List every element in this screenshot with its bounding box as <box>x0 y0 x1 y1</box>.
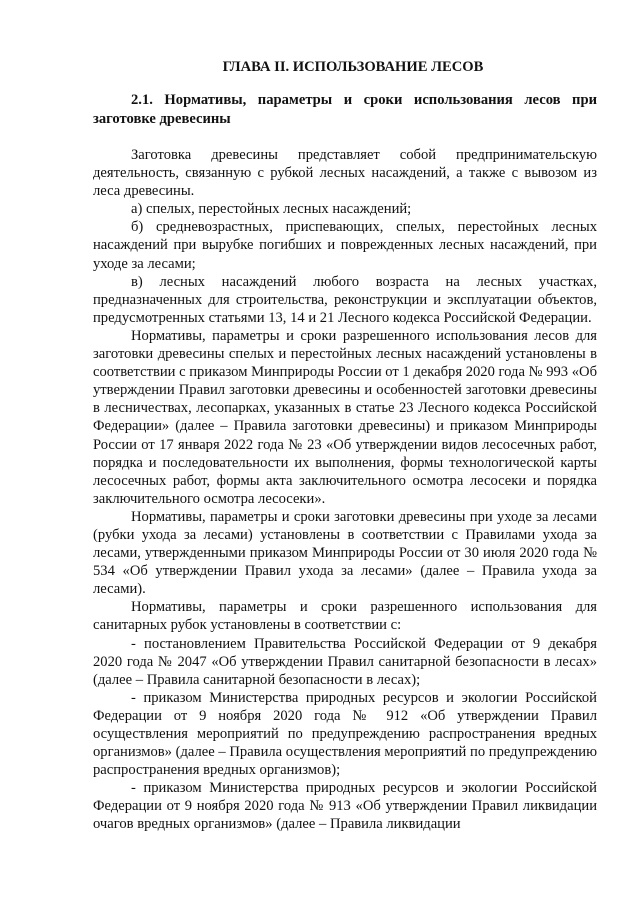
list-item-c: в) лесных насаждений любого возраста на лесных участках, предназначенных для строительства, реконструкции и эксплуатации объектов, предусмотренных статьями 13, 14 и 21 Лесного кодекса Российской Федерации. <box>93 273 597 326</box>
paragraph-norms-sanitary: Нормативы, параметры и сроки разрешенного использования для санитарных рубок установлены в соответствии с: <box>93 599 597 634</box>
section-title: 2.1. Нормативы, параметры и сроки использования лесов при заготовке древесины <box>93 92 597 127</box>
list-item-a: а) спелых, перестойных лесных насаждений; <box>131 201 412 218</box>
paragraph-norms-care: Нормативы, параметры и сроки заготовки древесины при уходе за лесами (рубки ухода за лесами) установлены в соответствии с Правилами ухода за лесами, утвержденными приказом Минприроды России от 30 июля 2020 года № 534 «Об утверждении Правил ухода за лесами» (далее – Правила ухода за лесами). <box>93 508 597 598</box>
document-page <box>93 58 597 834</box>
chapter-title: ГЛАВА II. ИСПОЛЬЗОВАНИЕ ЛЕСОВ <box>222 59 484 75</box>
list-item-decree-2047: - постановлением Правительства Российской Федерации от 9 декабря 2020 года № 2047 «Об утверждении Правил санитарной безопасности в лесах» (далее – Правила санитарной безопасности в лесах); <box>93 635 597 688</box>
list-item-order-912: - приказом Министерства природных ресурсов и экологии Российской Федерации от 9 ноября 2020 года № 912 «Об утверждении Правил осуществления мероприятий по предупреждению распространения вредных организмов» (далее – Правила осуществления мероприятий по предупреждению распространения вредных организмов); <box>93 689 597 779</box>
list-item-b: б) средневозрастных, приспевающих, спелых, перестойных лесных насаждений при вырубке погибших и поврежденных лесных насаждений, при уходе за лесами; <box>93 219 597 272</box>
list-item-order-913: - приказом Министерства природных ресурсов и экологии Российской Федерации от 9 ноября 2020 года № 913 «Об утверждении Правил ликвидации очагов вредных организмов» (далее – Правила ликвидации <box>93 780 597 833</box>
paragraph-intro: Заготовка древесины представляет собой предпринимательскую деятельность, связанную с рубкой лесных насаждений, а также с вывозом из леса древесины. <box>93 147 597 200</box>
paragraph-norms-harvest: Нормативы, параметры и сроки разрешенного использования лесов для заготовки древесины спелых и перестойных лесных насаждений установлены в соответствии с приказом Минприроды России от 1 декабря 2020 года № 993 «Об утверждении Правил заготовки древесины и особенностей заготовки древесины в лесничествах, лесопарках, указанных в статье 23 Лесного кодекса Российской Федерации» (далее – Правила заготовки древесины) и приказом Минприроды России от 17 января 2022 года № 23 «Об утверждении видов лесосечных работ, порядка и последовательности их выполнения, формы технологической карты лесосечных работ, формы акта заключительного осмотра лесосеки и порядка заключительного осмотра лесосеки». <box>93 327 597 507</box>
